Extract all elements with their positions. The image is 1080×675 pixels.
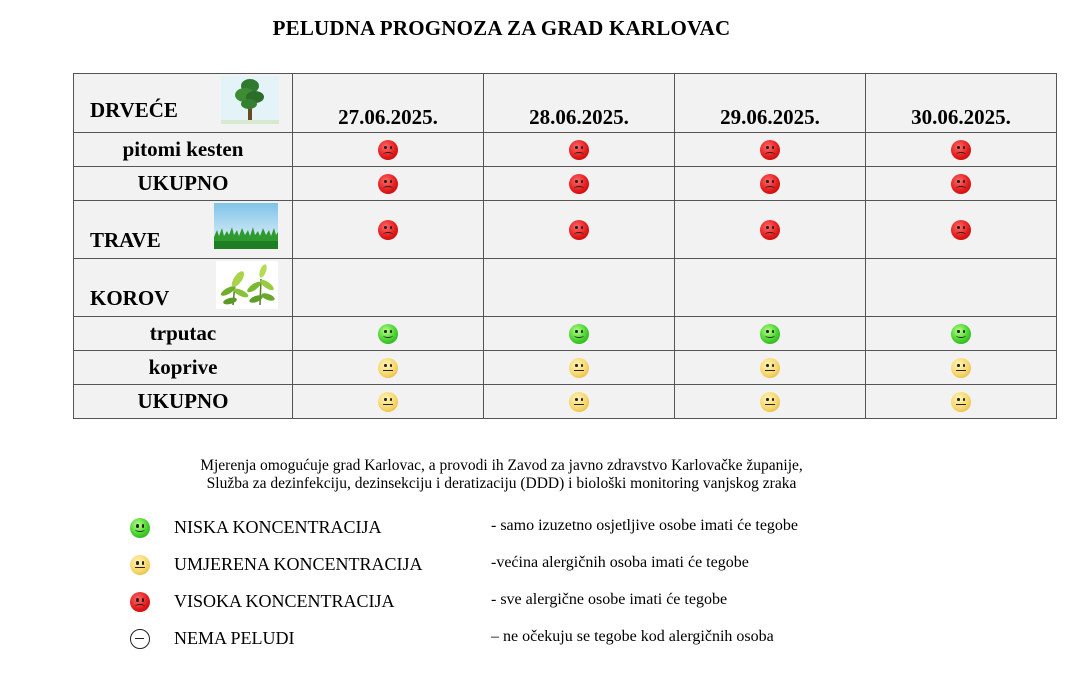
- grass-icon: [214, 203, 278, 254]
- tree-icon: [221, 76, 279, 129]
- neutral-face-icon: [569, 358, 589, 378]
- level-cell: [293, 317, 484, 351]
- weed-icon: [216, 261, 278, 314]
- row-label: UKUPNO: [137, 389, 229, 413]
- legend-desc: – ne očekuju se tegobe kod alergičnih osoba: [491, 628, 774, 645]
- row-label-cell: [74, 167, 293, 201]
- smiley-face-icon: [951, 324, 971, 344]
- neutral-face-icon: [378, 392, 398, 412]
- date-header: [675, 74, 866, 133]
- level-cell: [675, 317, 866, 351]
- level-cell: [866, 351, 1057, 385]
- row-label: pitomi kesten: [122, 137, 244, 161]
- legend-name: NISKA KONCENTRACIJA: [174, 517, 382, 537]
- row-label-cell: [74, 133, 293, 167]
- row-label-cell: [74, 351, 293, 385]
- level-cell: [293, 385, 484, 419]
- sad-face-icon: [951, 140, 971, 160]
- category-cell-drvece: [74, 74, 293, 133]
- level-cell: [484, 133, 675, 167]
- empty-cell: [675, 259, 866, 317]
- measurement-note: [0, 457, 1003, 493]
- legend-name: VISOKA KONCENTRACIJA: [174, 591, 395, 611]
- legend-desc: - samo izuzetno osjetljive osobe imati će tegobe: [491, 517, 799, 534]
- level-cell: [484, 317, 675, 351]
- level-cell: [484, 167, 675, 201]
- smiley-face-icon: [130, 518, 150, 538]
- level-cell: [866, 317, 1057, 351]
- date-header: [484, 74, 675, 133]
- table-row: [74, 317, 1057, 351]
- table-row: [74, 385, 1057, 419]
- smiley-face-icon: [378, 324, 398, 344]
- date-label: 30.06.2025.: [911, 104, 1011, 129]
- sad-face-icon: [378, 174, 398, 194]
- row-label-cell: [74, 385, 293, 419]
- level-cell: [293, 167, 484, 201]
- category-label-drvece: DRVEĆE: [90, 98, 178, 122]
- table-header-row: [74, 74, 1057, 133]
- note-line: Mjerenja omogućuje grad Karlovac, a provodi ih Zavod za javno zdravstvo Karlovačke županije,: [200, 457, 803, 474]
- level-cell: [484, 351, 675, 385]
- level-cell: [866, 385, 1057, 419]
- level-cell: [675, 133, 866, 167]
- date-header: [866, 74, 1057, 133]
- table-row: [74, 133, 1057, 167]
- sad-face-icon: [378, 220, 398, 240]
- legend-item: [130, 626, 930, 663]
- level-cell: [675, 167, 866, 201]
- sad-face-icon: [569, 174, 589, 194]
- sad-face-icon: [760, 174, 780, 194]
- legend-desc: - sve alergične osobe imati će tegobe: [491, 591, 728, 608]
- smiley-face-icon: [760, 324, 780, 344]
- row-label-cell: [74, 317, 293, 351]
- empty-cell: [866, 259, 1057, 317]
- sad-face-icon: [130, 592, 150, 612]
- minus-circle-icon: [130, 629, 150, 649]
- legend: [130, 515, 930, 663]
- row-label: koprive: [148, 355, 218, 379]
- legend-name: UMJERENA KONCENTRACIJA: [174, 554, 423, 574]
- date-label: 27.06.2025.: [338, 104, 438, 129]
- sad-face-icon: [569, 220, 589, 240]
- table-row: [74, 351, 1057, 385]
- smiley-face-icon: [569, 324, 589, 344]
- category-label-trave: TRAVE: [90, 228, 161, 252]
- row-label: UKUPNO: [137, 171, 229, 195]
- neutral-face-icon: [760, 392, 780, 412]
- level-cell: [484, 201, 675, 259]
- neutral-face-icon: [378, 358, 398, 378]
- legend-desc: -većina alergičnih osoba imati će tegobe: [491, 554, 749, 571]
- level-cell: [484, 385, 675, 419]
- level-cell: [293, 201, 484, 259]
- legend-item: [130, 552, 930, 589]
- empty-cell: [484, 259, 675, 317]
- level-cell: [866, 167, 1057, 201]
- level-cell: [675, 385, 866, 419]
- sad-face-icon: [760, 220, 780, 240]
- category-cell-trave: [74, 201, 293, 259]
- neutral-face-icon: [130, 555, 150, 575]
- neutral-face-icon: [951, 392, 971, 412]
- table-row: [74, 201, 1057, 259]
- date-label: 28.06.2025.: [529, 104, 629, 129]
- category-cell-korov: [74, 259, 293, 317]
- sad-face-icon: [378, 140, 398, 160]
- legend-item: [130, 515, 930, 552]
- level-cell: [866, 133, 1057, 167]
- level-cell: [675, 351, 866, 385]
- legend-item: [130, 589, 930, 626]
- level-cell: [293, 133, 484, 167]
- category-label-korov: KOROV: [90, 286, 170, 310]
- date-header: [293, 74, 484, 133]
- pollen-forecast-table: [73, 73, 1057, 419]
- neutral-face-icon: [760, 358, 780, 378]
- empty-cell: [293, 259, 484, 317]
- note-line: Služba za dezinfekciju, dezinsekciju i deratizaciju (DDD) i biološki monitoring vanjskog zraka: [206, 475, 797, 492]
- sad-face-icon: [951, 220, 971, 240]
- date-label: 29.06.2025.: [720, 104, 820, 129]
- level-cell: [866, 201, 1057, 259]
- neutral-face-icon: [569, 392, 589, 412]
- row-label: trputac: [149, 321, 217, 345]
- sad-face-icon: [951, 174, 971, 194]
- level-cell: [675, 201, 866, 259]
- neutral-face-icon: [951, 358, 971, 378]
- sad-face-icon: [760, 140, 780, 160]
- page-title: PELUDNA PROGNOZA ZA GRAD KARLOVAC: [272, 16, 731, 40]
- legend-name: NEMA PELUDI: [174, 628, 295, 648]
- table-row: [74, 167, 1057, 201]
- level-cell: [293, 351, 484, 385]
- sad-face-icon: [569, 140, 589, 160]
- table-row: [74, 259, 1057, 317]
